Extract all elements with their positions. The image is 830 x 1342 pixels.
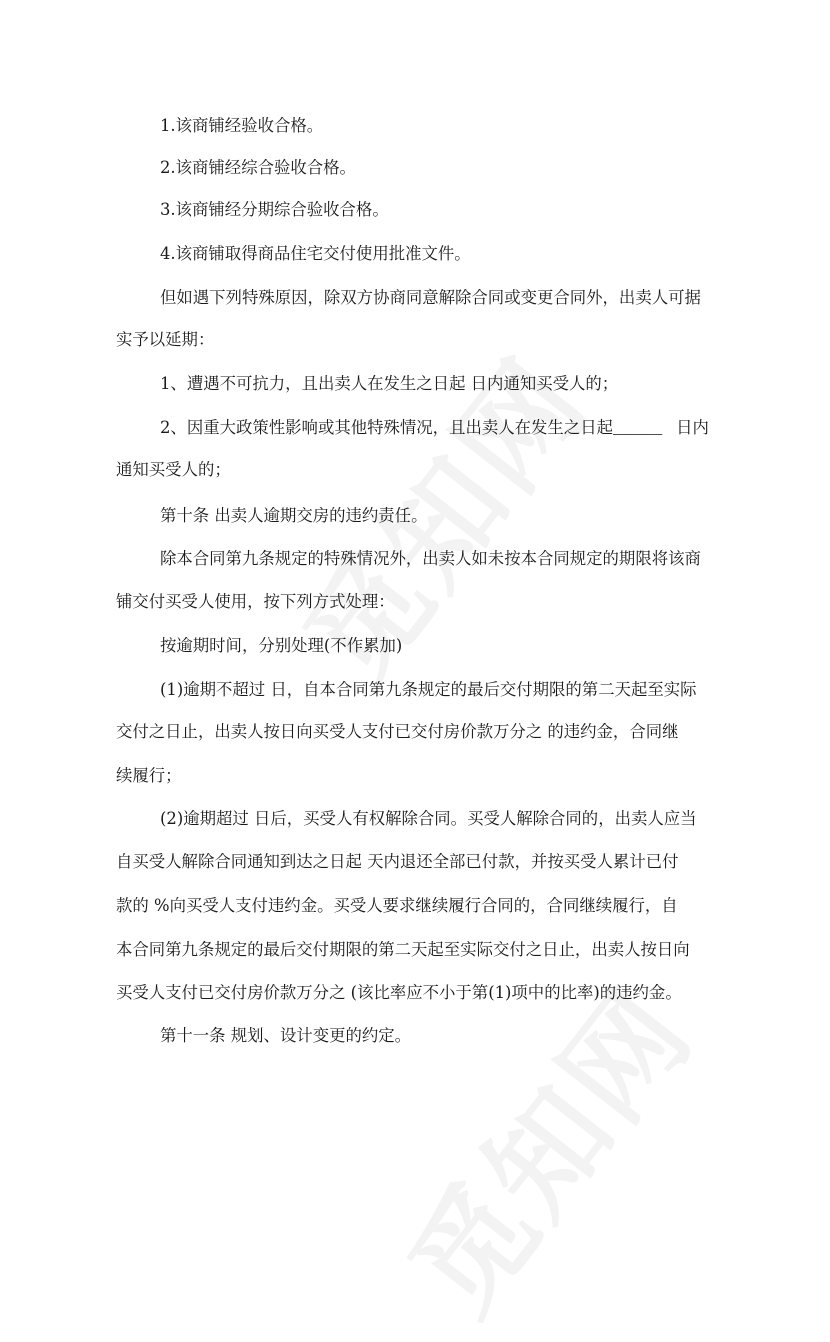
article-10-paragraph-cont: 铺交付买受人使用，按下列方式处理： bbox=[116, 592, 395, 611]
delay-exception-paragraph: 但如遇下列特殊原因，除双方协商同意解除合同或变更合同外，出卖人可据 bbox=[160, 288, 701, 307]
exception-item-2-text-end: 日内 bbox=[676, 418, 709, 437]
delay-exception-paragraph-cont: 实予以延期： bbox=[116, 330, 215, 349]
overdue-case-2-cont: 本合同第九条规定的最后交付期限的第二天起至实际交付之日止，出卖人按日向 bbox=[116, 940, 690, 959]
overdue-case-2-cont: 买受人支付已交付房价款万分之 (该比率应不小于第(1)项中的比率)的违约金。 bbox=[116, 983, 682, 1002]
exception-item-2-text: 2、因重大政策性影响或其他特殊情况，且出卖人在发生之日起 bbox=[160, 418, 613, 437]
overdue-case-1: (1)逾期不超过 日，自本合同第九条规定的最后交付期限的第二天起至实际 bbox=[160, 680, 697, 699]
overdue-case-1-cont: 交付之日止，出卖人按日向买受人支付已交付房价款万分之 的违约金，合同继 bbox=[116, 722, 679, 741]
clause-item-4: 4.该商铺取得商品住宅交付使用批准文件。 bbox=[160, 244, 471, 263]
overdue-handling-intro: 按逾期时间，分别处理(不作累加) bbox=[160, 636, 403, 655]
exception-item-2 bbox=[160, 418, 709, 439]
exception-item-1: 1、遭遇不可抗力，且出卖人在发生之日起 日内通知买受人的； bbox=[160, 374, 619, 393]
overdue-case-2-cont: 自买受人解除合同通知到达之日起 天内退还全部已付款，并按买受人累计已付 bbox=[116, 852, 679, 871]
exception-item-2-cont: 通知买受人的； bbox=[116, 460, 231, 479]
clause-item-2: 2.该商铺经综合验收合格。 bbox=[160, 158, 356, 177]
overdue-case-2: (2)逾期超过 日后，买受人有权解除合同。买受人解除合同的，出卖人应当 bbox=[160, 809, 697, 828]
overdue-case-1-cont: 续履行； bbox=[116, 766, 182, 785]
article-11-heading: 第十一条 规划、设计变更的约定。 bbox=[160, 1026, 412, 1045]
clause-item-3: 3.该商铺经分期综合验收合格。 bbox=[160, 200, 389, 219]
article-10-paragraph: 除本合同第九条规定的特殊情况外，出卖人如未按本合同规定的期限将该商 bbox=[160, 549, 701, 568]
watermark bbox=[363, 948, 722, 1341]
article-10-heading: 第十条 出卖人逾期交房的违约责任。 bbox=[160, 506, 428, 525]
fill-in-blank: _____ bbox=[612, 419, 663, 438]
clause-item-1: 1.该商铺经验收合格。 bbox=[160, 116, 324, 135]
overdue-case-2-cont: 款的 %向买受人支付违约金。买受人要求继续履行合同的，合同继续履行，自 bbox=[116, 896, 678, 915]
